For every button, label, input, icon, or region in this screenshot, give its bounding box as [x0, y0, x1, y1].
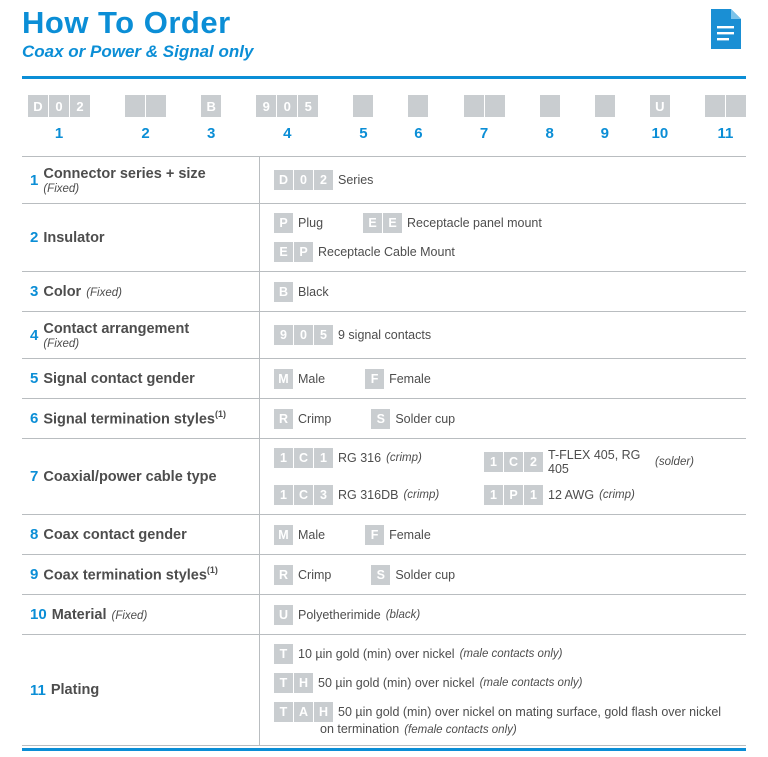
- row-number: 7: [30, 468, 39, 486]
- option-code-char: P: [274, 213, 293, 233]
- row-options-cell: [260, 399, 746, 438]
- option: [274, 409, 331, 429]
- row-label-footnote: (1): [214, 408, 226, 419]
- row-number: 1: [30, 171, 39, 189]
- row-number: 3: [30, 283, 39, 301]
- option: [274, 525, 325, 545]
- code-char: 2: [70, 95, 90, 117]
- code-char-blank: [540, 95, 560, 117]
- code-char-blank: [726, 95, 746, 117]
- option-label: Solder cup: [395, 567, 456, 582]
- row-options-cell: [260, 312, 746, 358]
- code-position-number: 7: [479, 125, 489, 143]
- row-label-cell: [22, 359, 260, 398]
- option-label: Male: [298, 371, 326, 386]
- code-boxes: [256, 95, 318, 117]
- row-label-text-wrap: [51, 681, 99, 699]
- option-label: Series: [338, 173, 374, 188]
- option-code-char: H: [294, 673, 313, 693]
- code-char-blank: [705, 95, 725, 117]
- option-code-char: M: [274, 369, 293, 389]
- code-boxes: [408, 95, 428, 117]
- row-fixed-note: (Fixed): [43, 183, 80, 196]
- row-label-cell: [22, 312, 260, 358]
- code-position-6: [408, 95, 428, 142]
- option-line: [274, 673, 738, 693]
- option: [274, 213, 323, 233]
- page-subtitle: Coax or Power & Signal only: [22, 42, 254, 62]
- option-continuation-label: on termination: [320, 722, 400, 737]
- option: [274, 282, 329, 302]
- option-note: (crimp): [386, 452, 422, 465]
- code-char: 0: [49, 95, 69, 117]
- option-note: (male contacts only): [459, 648, 563, 661]
- option-code: [274, 170, 333, 190]
- option-label: Receptacle Cable Mount: [318, 245, 455, 260]
- option-code-char: F: [365, 369, 384, 389]
- option-code: [274, 565, 293, 585]
- row-options-cell: [260, 439, 746, 514]
- code-char: 0: [277, 95, 297, 117]
- row-fixed-note: (Fixed): [86, 286, 122, 299]
- row-options-cell: [260, 635, 746, 745]
- code-boxes: [28, 95, 90, 117]
- row-label-text-wrap: [43, 409, 226, 428]
- code-char: U: [650, 95, 670, 117]
- part-number-code-row: [22, 95, 746, 142]
- code-char-blank: [485, 95, 505, 117]
- option-line: [274, 485, 738, 505]
- table-row: [22, 204, 746, 272]
- option-code: [274, 325, 333, 345]
- option: [274, 448, 484, 468]
- code-position-number: 10: [651, 125, 669, 143]
- option: [274, 325, 431, 345]
- row-label-text-wrap: [43, 370, 194, 388]
- option-code-char: U: [274, 605, 293, 625]
- option-code-char: M: [274, 525, 293, 545]
- row-fixed-note: (Fixed): [43, 338, 80, 351]
- code-char: D: [28, 95, 48, 117]
- option-code: [274, 702, 333, 722]
- option-code-char: E: [274, 242, 293, 262]
- option-label: 12 AWG: [548, 488, 595, 503]
- option-code-char: C: [294, 485, 313, 505]
- option-code: [484, 485, 543, 505]
- row-label-cell: [22, 595, 260, 634]
- row-label: Connector series + size: [43, 166, 206, 183]
- row-options-cell: [260, 595, 746, 634]
- table-row: [22, 272, 746, 312]
- option-code-char: T: [274, 702, 293, 722]
- option-label: Plug: [298, 216, 324, 231]
- table-row: [22, 359, 746, 399]
- row-label: Color: [43, 283, 82, 300]
- row-options-cell: [260, 515, 746, 554]
- option-code-char: T: [274, 644, 293, 664]
- option-code-char: R: [274, 409, 293, 429]
- option: [365, 525, 431, 545]
- option: [274, 644, 562, 664]
- option-line: [274, 702, 738, 736]
- row-label-text-wrap: [43, 468, 216, 486]
- option-code: [274, 605, 293, 625]
- option-code: [365, 525, 384, 545]
- option-code-char: 1: [274, 485, 293, 505]
- option-label: 9 signal contacts: [338, 328, 432, 343]
- option: [363, 213, 542, 233]
- code-position-number: 4: [283, 125, 292, 143]
- option-code-char: H: [314, 702, 333, 722]
- row-options-cell: [260, 272, 746, 311]
- row-number: 10: [30, 606, 47, 624]
- code-boxes: [705, 95, 746, 117]
- row-label-cell: [22, 399, 260, 438]
- code-position-number: 5: [359, 125, 368, 143]
- code-position-4: [256, 95, 318, 142]
- option: [484, 448, 694, 476]
- row-label-text-wrap: [43, 565, 218, 584]
- option-code-char: P: [294, 242, 313, 262]
- option: [274, 485, 484, 505]
- option: [371, 409, 455, 429]
- option-code: [274, 369, 293, 389]
- option-code-char: 2: [314, 170, 333, 190]
- option-label: Female: [389, 371, 431, 386]
- code-boxes: [540, 95, 560, 117]
- option-code-char: T: [274, 673, 293, 693]
- option-label: Black: [298, 284, 329, 299]
- row-number: 4: [30, 326, 39, 344]
- row-label-text-wrap: [52, 606, 148, 624]
- code-position-2: [125, 95, 166, 142]
- page-title: How To Order: [22, 5, 231, 40]
- option-code-char: 1: [314, 448, 333, 468]
- option-code: [371, 565, 390, 585]
- code-position-number: 3: [207, 125, 216, 143]
- option-code: [371, 409, 390, 429]
- row-number: 11: [30, 681, 46, 699]
- code-char-blank: [125, 95, 145, 117]
- code-char-blank: [408, 95, 428, 117]
- order-options-table: [22, 156, 746, 746]
- code-char-blank: [146, 95, 166, 117]
- option-code-char: F: [365, 525, 384, 545]
- option-code-char: E: [363, 213, 382, 233]
- code-position-number: 8: [545, 125, 554, 143]
- option-code-char: E: [383, 213, 402, 233]
- code-position-1: [28, 95, 90, 142]
- option-code: [274, 485, 333, 505]
- code-boxes: [650, 95, 670, 117]
- row-label-cell: [22, 555, 260, 594]
- table-row: [22, 515, 746, 555]
- row-number: 5: [30, 370, 39, 388]
- option-line: [274, 644, 738, 664]
- option-note: (crimp): [403, 489, 440, 502]
- option-code: [365, 369, 384, 389]
- row-options-cell: [260, 555, 746, 594]
- header-divider: [22, 76, 746, 79]
- option-code: [274, 213, 293, 233]
- option-code-char: A: [294, 702, 313, 722]
- option-line: [274, 448, 738, 476]
- table-row: [22, 439, 746, 515]
- row-label: Coax termination styles: [43, 567, 207, 584]
- option-note: (solder): [655, 456, 694, 469]
- page-header: [22, 0, 746, 79]
- table-row: [22, 399, 746, 439]
- option-code-char: 2: [524, 452, 543, 472]
- row-fixed-note: (Fixed): [111, 609, 148, 622]
- row-number: 8: [30, 526, 39, 544]
- option-code: [274, 525, 293, 545]
- row-label: Material: [51, 606, 107, 623]
- code-position-5: [353, 95, 373, 142]
- option: [274, 170, 373, 190]
- row-label: Plating: [50, 682, 100, 699]
- code-position-number: 11: [717, 125, 734, 143]
- row-label: Coaxial/power cable type: [43, 468, 217, 485]
- row-number: 2: [30, 229, 39, 247]
- option-continuation-note: (female contacts only): [404, 724, 517, 737]
- option: [274, 673, 582, 693]
- row-number: 6: [30, 410, 39, 428]
- option: [274, 702, 721, 722]
- option-code-char: B: [274, 282, 293, 302]
- row-label-text-wrap: [43, 283, 122, 301]
- code-boxes: [464, 95, 505, 117]
- option-label: Receptacle panel mount: [407, 216, 542, 231]
- option-code-char: 1: [484, 485, 503, 505]
- code-position-9: [595, 95, 615, 142]
- row-number: 9: [30, 566, 39, 584]
- code-position-11: [705, 95, 746, 142]
- row-label: Coax contact gender: [43, 526, 187, 543]
- footer-divider: [22, 748, 746, 751]
- option-code: [274, 409, 293, 429]
- row-label-text-wrap: [43, 165, 205, 195]
- option-code-char: S: [371, 565, 390, 585]
- option-code-char: P: [504, 485, 523, 505]
- row-label-cell: [22, 439, 260, 514]
- option-label: T-FLEX 405, RG 405: [548, 448, 641, 477]
- option-code: [274, 242, 313, 262]
- code-position-number: 9: [600, 125, 609, 143]
- option: [274, 565, 331, 585]
- code-boxes: [125, 95, 166, 117]
- option-code-char: 1: [274, 448, 293, 468]
- code-char: 5: [298, 95, 318, 117]
- option-code-char: R: [274, 565, 293, 585]
- option: [274, 369, 325, 389]
- option-note: (black): [385, 608, 421, 621]
- row-label-text-wrap: [43, 320, 189, 350]
- row-label-footnote: (1): [206, 564, 218, 575]
- code-position-number: 1: [54, 125, 64, 143]
- code-boxes: [353, 95, 373, 117]
- option-code-char: 9: [274, 325, 293, 345]
- table-row: [22, 595, 746, 635]
- code-char-blank: [595, 95, 615, 117]
- option-code: [363, 213, 402, 233]
- option-label: Solder cup: [395, 411, 456, 426]
- code-position-8: [540, 95, 560, 142]
- option: [371, 565, 455, 585]
- option-code-char: 0: [294, 325, 313, 345]
- option-code: [274, 673, 313, 693]
- code-position-10: [650, 95, 670, 142]
- option-code: [484, 452, 543, 472]
- row-label-text-wrap: [43, 526, 186, 544]
- option-code-char: S: [371, 409, 390, 429]
- row-label-cell: [22, 272, 260, 311]
- row-options-cell: [260, 204, 746, 271]
- code-position-number: 2: [141, 125, 150, 143]
- table-row: [22, 312, 746, 359]
- option: [484, 485, 694, 505]
- row-label: Contact arrangement: [43, 321, 190, 338]
- row-label: Signal termination styles: [43, 411, 215, 428]
- table-row: [22, 157, 746, 204]
- option-label: 10 µin gold (min) over nickel: [298, 647, 455, 662]
- code-boxes: [201, 95, 221, 117]
- option: [274, 242, 455, 262]
- option-label: Male: [298, 527, 326, 542]
- code-char: B: [201, 95, 221, 117]
- option-code: [274, 282, 293, 302]
- option: [274, 605, 420, 625]
- row-options-cell: [260, 157, 746, 203]
- table-row: [22, 555, 746, 595]
- option-continuation: [274, 722, 517, 736]
- row-label-cell: [22, 157, 260, 203]
- option-code-char: 1: [524, 485, 543, 505]
- code-position-number: 6: [414, 125, 423, 143]
- option-code-char: C: [504, 452, 523, 472]
- table-row: [22, 635, 746, 746]
- row-label-cell: [22, 635, 260, 745]
- option-code-char: 5: [314, 325, 333, 345]
- option-label: Female: [389, 527, 431, 542]
- row-label-cell: [22, 204, 260, 271]
- code-char-blank: [464, 95, 484, 117]
- row-options-cell: [260, 359, 746, 398]
- code-position-7: [464, 95, 505, 142]
- row-label: Signal contact gender: [43, 370, 195, 387]
- option-code-char: 0: [294, 170, 313, 190]
- option-code-char: D: [274, 170, 293, 190]
- code-position-3: [201, 95, 221, 142]
- option-label: Polyetherimide: [298, 607, 381, 622]
- option: [365, 369, 431, 389]
- option-code-char: 1: [484, 452, 503, 472]
- code-char-blank: [353, 95, 373, 117]
- option-label: 50 µin gold (min) over nickel: [318, 676, 475, 691]
- option-code-char: C: [294, 448, 313, 468]
- document-icon[interactable]: [708, 8, 742, 50]
- row-label-text-wrap: [43, 229, 104, 247]
- option-label: 50 µin gold (min) over nickel on mating surface, gold flash over nickel: [338, 705, 722, 720]
- option-code-char: 3: [314, 485, 333, 505]
- row-label-cell: [22, 515, 260, 554]
- option-label: Crimp: [298, 411, 332, 426]
- option-label: Crimp: [298, 567, 332, 582]
- option-note: (crimp): [599, 489, 635, 502]
- option-note: (male contacts only): [479, 677, 583, 690]
- code-boxes: [595, 95, 615, 117]
- code-char: 9: [256, 95, 276, 117]
- row-label: Insulator: [43, 229, 105, 246]
- option-label: RG 316DB: [338, 488, 399, 503]
- option-code: [274, 448, 333, 468]
- option-label: RG 316: [338, 451, 382, 466]
- option-code: [274, 644, 293, 664]
